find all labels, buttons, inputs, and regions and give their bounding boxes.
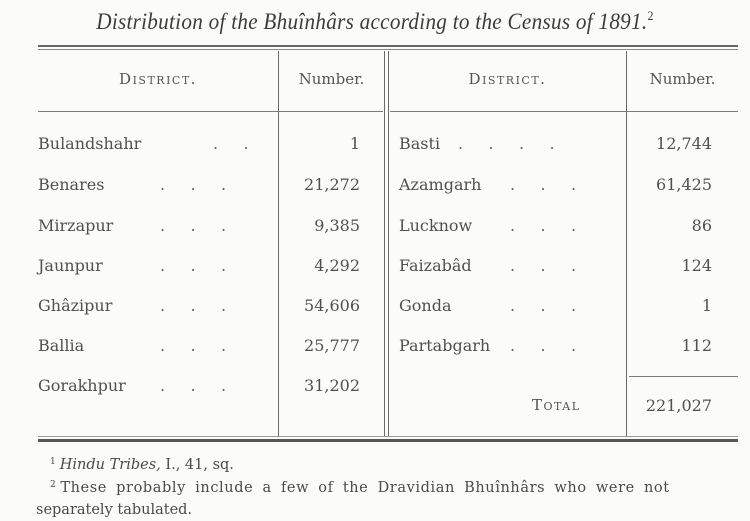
footnote-1	[50, 457, 234, 473]
district-number: 9,385	[314, 216, 360, 235]
district-name: Basti	[399, 134, 441, 153]
leader-dots: . . .	[510, 175, 577, 194]
leader-dots: . . .	[160, 256, 227, 275]
bottom-rule-thick	[38, 439, 738, 442]
total-label: Total	[532, 396, 581, 414]
district-name: Partabgarh	[399, 336, 491, 355]
district-number: 61,425	[656, 175, 712, 194]
center-divider-a	[384, 51, 385, 436]
district-number: 86	[691, 216, 712, 235]
district-name: Ballia	[38, 336, 85, 355]
header-right-number: Number.	[649, 70, 716, 88]
footnote-citation-title: Hindu Tribes,	[59, 457, 161, 473]
top-rule-thick	[38, 45, 738, 47]
total-value: 221,027	[645, 396, 712, 415]
district-name: Ghâzipur	[38, 296, 113, 315]
district-number: 1	[701, 296, 712, 315]
header-left-number: Number.	[298, 70, 365, 88]
leader-dots: . . .	[160, 296, 227, 315]
leader-dots: . . .	[510, 296, 577, 315]
leader-dots: . . . .	[458, 134, 555, 153]
district-number: 112	[681, 336, 712, 355]
district-name: Gonda	[399, 296, 452, 315]
district-name: Lucknow	[399, 216, 473, 235]
district-name: Azamgarh	[399, 175, 482, 194]
leader-dots: . .	[213, 134, 249, 153]
header-left-district: District.	[119, 70, 197, 88]
district-name: Faizabâd	[399, 256, 472, 275]
table-title-text: Distribution of the Bhuînhârs according to the Census of 1891.	[96, 9, 648, 34]
district-number: 4,292	[314, 256, 360, 275]
footnote-2-continued	[36, 502, 192, 518]
header-rule-left	[38, 111, 383, 112]
leader-dots: . . .	[510, 216, 577, 235]
district-number: 25,777	[304, 336, 360, 355]
footnote-marker: 2	[50, 480, 57, 490]
district-number: 21,272	[304, 175, 360, 194]
table-title	[30, 8, 720, 35]
district-number: 124	[681, 256, 712, 275]
footnote-text: separately tabulated.	[36, 502, 193, 518]
district-number: 1	[349, 134, 360, 153]
footnote-marker: 1	[50, 457, 56, 467]
leader-dots: . . .	[160, 336, 227, 355]
leader-dots: . . .	[160, 376, 227, 395]
district-number: 12,744	[656, 134, 712, 153]
header-rule-right	[390, 111, 738, 112]
right-col-divider	[626, 51, 627, 436]
leader-dots: . . .	[160, 216, 227, 235]
footnote-ref-2: 2	[647, 8, 654, 23]
district-number: 54,606	[304, 296, 360, 315]
left-col-divider	[278, 51, 279, 436]
leader-dots: . . .	[160, 175, 227, 194]
district-name: Mirzapur	[38, 216, 114, 235]
leader-dots: . . .	[510, 336, 577, 355]
district-name: Gorakhpur	[38, 376, 126, 395]
header-right-district: District.	[468, 70, 547, 88]
district-name: Benares	[38, 175, 105, 194]
district-name: Bulandshahr	[38, 134, 142, 153]
center-divider-b	[388, 51, 389, 436]
bottom-rule-thin	[38, 436, 738, 437]
footnote-text: I., 41, sq.	[160, 457, 234, 473]
top-rule-thin	[38, 49, 738, 50]
total-rule	[629, 376, 738, 377]
district-name: Jaunpur	[38, 256, 103, 275]
district-number: 31,202	[304, 376, 360, 395]
footnote-2	[50, 480, 670, 496]
footnote-text: These probably include a few of the Dravidian Bhuînhârs who were not	[60, 480, 670, 496]
leader-dots: . . .	[510, 256, 577, 275]
